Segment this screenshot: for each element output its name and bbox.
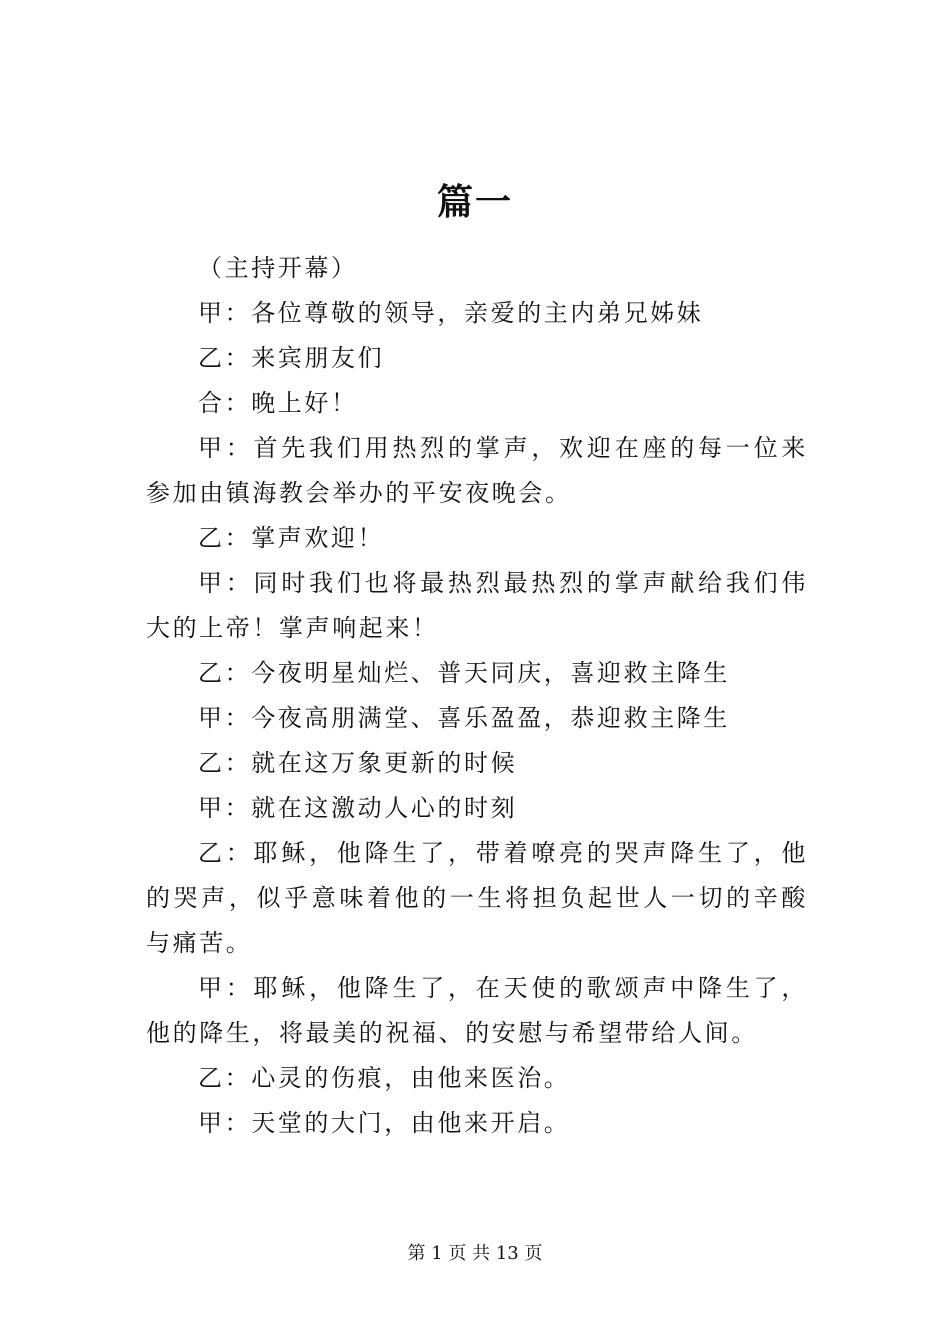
paragraph: 甲：首先我们用热烈的掌声，欢迎在座的每一位来参加由镇海教会举办的平安夜晚会。 (146, 434, 808, 507)
page-number-footer: 第 1 页 共 13 页 (407, 1243, 543, 1264)
document-title: 篇一 (436, 181, 513, 223)
paragraph: 甲：天堂的大门，由他来开启。 (198, 1109, 571, 1137)
paragraph: 乙：今夜明星灿烂、普天同庆，喜迎救主降生 (198, 659, 730, 687)
paragraph: 乙：掌声欢迎！ (198, 524, 385, 552)
paragraph: 甲：今夜高朋满堂、喜乐盈盈，恭迎救主降生 (198, 704, 730, 732)
paragraph: （主持开幕） (198, 254, 358, 282)
paragraph: 乙：就在这万象更新的时候 (198, 749, 518, 777)
paragraph: 乙：耶稣，他降生了，带着嘹亮的哭声降生了，他的哭声，似乎意味着他的一生将担负起世人一切的辛酸与痛苦。 (146, 839, 808, 957)
paragraph: 甲：同时我们也将最热烈最热烈的掌声献给我们伟大的上帝！掌声响起来！ (146, 569, 808, 642)
paragraph: 甲：各位尊敬的领导，亲爱的主内弟兄姊妹 (198, 299, 704, 327)
document-body (146, 246, 808, 1146)
paragraph: 乙：来宾朋友们 (198, 344, 385, 372)
paragraph: 乙：心灵的伤痕，由他来医治。 (198, 1064, 571, 1092)
paragraph: 合：晚上好！ (198, 389, 358, 417)
paragraph: 甲：就在这激动人心的时刻 (198, 794, 518, 822)
paragraph: 甲：耶稣，他降生了，在天使的歌颂声中降生了，他的降生，将最美的祝福、的安慰与希望带给人间。 (146, 974, 808, 1047)
